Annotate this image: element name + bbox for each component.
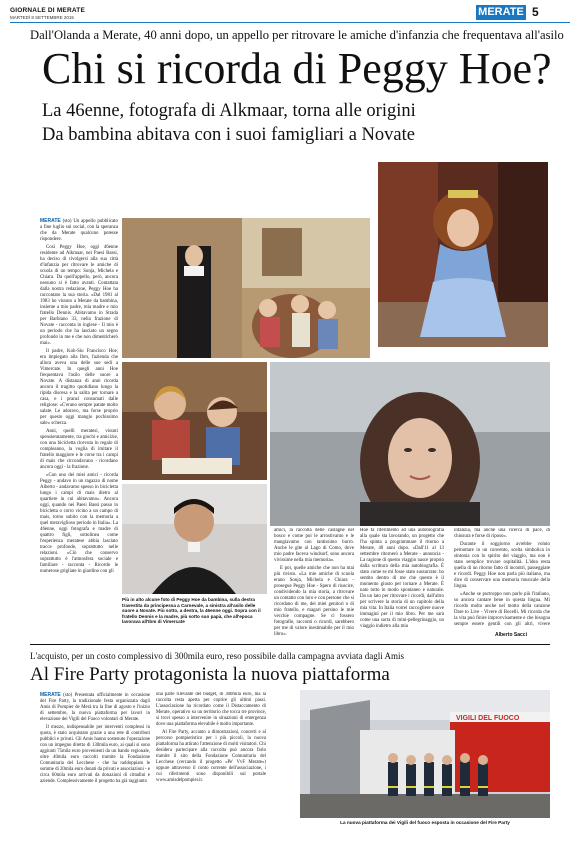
article1-column-1 xyxy=(40,218,118,638)
article1-column-3 xyxy=(360,528,444,640)
article1-col3-p1: Hoe fa riferimento ad una autobiografia alla quale sta lavorando, un progetto che l'ha spinta a programmare il ritorno a Merate, 40 anni dopo. «Dall'11 al 13 settembre ritornerò a Merate - annuncia - La ragione di questo viaggio nasce proprio dalla scrittura della mia autobiografia. È stato come se mi fosse stato sussurrato: ho sentito dentro di me che questo è il momento giusto per tornare a Merate. È nato tutto in modo spontaneo e naturale. Da un lato per ritrovare i ricordi, dall'altro per scrivere la storia di un capitolo della mia vita. In Italia vorrei raccogliere nuove immagini per il mio libro. Per me sarà come una sorta di mini-pellegrinaggio, un viaggio indietro alla mia xyxy=(360,528,444,629)
vehicle-lettering: VIGILI DEL FUOCO xyxy=(456,715,520,722)
photo-siblings-cake xyxy=(122,362,267,480)
photo-peggy-today xyxy=(270,362,550,526)
article1-headline: Chi si ricorda di Peggy Hoe? xyxy=(42,44,552,93)
article1-kicker: Dall'Olanda a Merate, 40 anni dopo, un appello per ritrovare le amiche d'infanzia che frequentava all'asilo xyxy=(30,28,564,42)
article2-col2-p2: Al Fire Party, accanto a dimostrazioni, concerti e al percorso pompieristico per i più piccoli, la nuova piattaforma ha attirato l'attenzione di molti visitatori. Chi desidera partecipare alla raccolta può ancora farlo tramite il sito della Fondazione Comunitaria del Lecchese (cercando il progetto «Pe' VvF Merate») oppure attraverso il conto corrente dell'associazione, i cui riferimenti sono disponibili sul portale www.amisdelpompier.it. xyxy=(156,730,266,783)
photo-father xyxy=(122,484,267,594)
article1-col1-p3: Il padre, Koh-Siu Francisco Hoe, era impiegato alla Ibm, l'azienda che allora aveva una delle sue sedi a Vimercate. In quegli anni Hoe frequentava l'asilo delle suore a Novate. A distanza di anni ricorda ancora il tragitto quotidiano lungo la ripida discesa e la salita per tornare a casa, e i pranzi consumati dalle religiose: «C'erano sempre patate molto salate. Le adoravo, ma forse proprio per questo oggi mangio pochissimo sale» scherza. xyxy=(40,349,118,426)
header-rule xyxy=(10,22,570,23)
article1-photo-caption: Più in alto alcune foto di Peggy Hoe da bambina, sulla destra travestita da principessa a Carnevale, a sinistra all'asilo delle suore a Novate. Più sotto, a destra, la 46enne oggi. Sopra con il fratello Dennis e la madre, più sotto suo papà, che all'epoca lavorava all'Ibm di Vimercate xyxy=(122,597,261,625)
article1-col2-p2: E poi, quelle amiche che non ha mai più rivisto. «La mie amiche di scuola erano Sonja, Michela e Chiara - prosegue Peggy Hoe - Spero di riuscire, condividendo la mia storia, a ritrovare un contatto con loro e con persone che si ricordano di me, dei miei genitori o di mio fratello, e magari persino le mie vecchie compagne. Se ci fossero fotografie, racconti o ricordi, sarebbero per me di valore inestimabile per il mio libro». xyxy=(274,566,354,637)
article1-col4-p3: «Anche se purtroppo non parlo più l'italiano, so ancora cantare bene in questa lingua. Mi ricordo molto anche nel motto della canzone Dare to Live - Vivere di Bocelli. Mi ricorda che la vita può finire improvvisamente e che bisogna sempre essere gentili con gli altri, vivere xyxy=(454,592,550,627)
article1-tag: MERATE xyxy=(40,218,61,224)
article1-col4-p1: infanzia, ma anche una ricerca di pace, di chiusura e forse di riposo». xyxy=(454,528,550,539)
article2-col2-p1: una parte rilevante del budget, di 300mila euro, ma la raccolta resta aperta per coprire gli ultimi passi. L'associazione ha ricordato come il Distaccamento di Merate, operativo su un territorio che tocca tre province, si trovi spesso a intervenire in situazioni di emergenza dove una piattaforma elevabile è molto importante. xyxy=(156,692,266,727)
photo-nursery-nun xyxy=(122,218,370,358)
article1-col2-p1: amici, la raccolta delle castagne nel bosco e come poi le arrostivamo e le mangiavamo con tantissimo burro. Anche le gite al Lago di Como, dove mio padre faceva windsurf, sono ancora vivissime nella mia memoria». xyxy=(274,528,354,563)
article1-col1-p5: «Con uno dei miei amici - ricorda Peggy - andavo in un ragazzo di nome Alberto - andavamo spesso in bicicletta lungo i campi di mais dietro al quartiere in cui abitavamo». Ancora oggi, quando nei Paesi Bassi passo in bicicletta o corro vicino a un campo di mais, torno subito con la memoria a quel meraviglioso periodo in Italia». La 46enne, oggi fotografa e madre di quattro figli, sottolinea come l'esperienza meratese abbia lasciato tracce profonde, soprattutto nelle relazioni. «Ciò che conservo soprattutto è l'atmosfera sociale e familiare - racconta - Ricordo le numerose grigliate in giardino con gli xyxy=(40,473,118,574)
article2-photo-caption: La nuova piattaforma dei Vigili del fuoco esposta in occasione del Fire Party xyxy=(340,820,510,825)
article2-column-2 xyxy=(156,692,266,822)
article1-column-4 xyxy=(454,528,550,628)
article1-subhead1: La 46enne, fotografa di Alkmaar, torna alle origini xyxy=(42,101,416,121)
article1-col1-p4: Anni, quelli meratesi, vissuti spensieratamente, tra giochi e amicizie, con una bicicletta ricevuta in regalo di compleanno, la voglia di imitare il fratello maggiore e le corse tra i campi di mais che circondavano - ricordano ancora oggi - la frazione. xyxy=(40,429,118,470)
article1-subhead2: Da bambina abitava con i suoi famigliari a Novate xyxy=(42,125,415,145)
article1-col1-p2: Così Peggy Hoe, oggi 46enne residente ad Alkmaar, nei Paesi Bassi, ha deciso di rivolgersi alla sua città d'infanzia per ritrovare le amiche di scuola di un tempo: Sonja, Michela e Chiara. Da quell'appello, però, ancora nessuno si è fatto avanti. Contattata dalla nostra redazione, Peggy Hoe ha raccontato la sua storia. «Dal 1981 al 1983 ho vissuto a Merate da bambina, insieme a mio padre, mia madre e mio fratello Dennis. Abitavamo in Strada per Barbiano 33, nella frazione di Novate - racconta in inglese - Il mio è un periodo che ha lasciato un segno profondo in me e che non dimenticherò mai». xyxy=(40,245,118,346)
article2-tag: MERATE xyxy=(40,692,61,698)
article1-column-2 xyxy=(274,528,354,640)
masthead-date: MARTEDÌ 8 SETTEMBRE 2015 xyxy=(10,15,74,20)
article1-col4-p2: Durante il soggiorno avrebbe voluto pernottare in un convento, scelta simbolica in sintonia con lo spirito del viaggio, ma non è stato semplice trovare ospitalità. L'idea resta quella di un ritorno fatto di incontri, passeggiate e ricordi. Peggy Hoe non parla più italiano, ma dice di conservare una memoria musicale della lingua. xyxy=(454,542,550,589)
article2-kicker: L'acquisto, per un costo complessivo di 300mila euro, reso possibile dalla campagna avviata dagli Amis xyxy=(30,651,405,661)
masthead-paper: GIORNALE DI MERATE xyxy=(10,7,85,14)
photo-princess xyxy=(378,162,548,347)
article2-column-1 xyxy=(40,692,150,822)
article1-col1-p1: (sto) Un appello pubblicato a fine luglio sui social, con la speranza che da Merate qualcuno potesse rispondere. xyxy=(40,219,118,242)
article1-signature: Alberto Sacci xyxy=(495,632,527,638)
articles-divider xyxy=(30,644,550,645)
section-label: MERATE xyxy=(476,5,526,20)
article2-col1-p1: (sto) Presentata ufficialmente in occasione del Fire Party, la tradizionale festa organizzata dagli Amis di Pompier de Merà tra la fine di agosto e l'inizio di settembre, la nuova piattaforma per lavori in elevazione dei Vigili del Fuoco volontari di Merate. xyxy=(40,693,150,722)
article2-headline: Al Fire Party protagonista la nuova piattaforma xyxy=(30,664,390,685)
page-number: 5 xyxy=(532,5,539,19)
photo-fire-platform xyxy=(300,690,550,818)
article2-col1-p2: Il mezzo, indispensabile per interventi complessi in quota, è stato acquistato grazie a una rete di contributi pubblici e privati. Gli Amis hanno sostenuto l'operazione con un impegno diretto di 130mila euro, ai quali si sono aggiunti 75mila euro provenienti da un bando regionale, oltre 40mila euro raccolti tramite la Fondazione Comunitaria del Lecchese - che ha raddoppiato le somme di 20mila euro donati da privati e associazioni - e circa 60mila euro arrivati da donazioni di cittadini e aziende. Complessivamente il progetto ha già raggiunto xyxy=(40,725,150,784)
